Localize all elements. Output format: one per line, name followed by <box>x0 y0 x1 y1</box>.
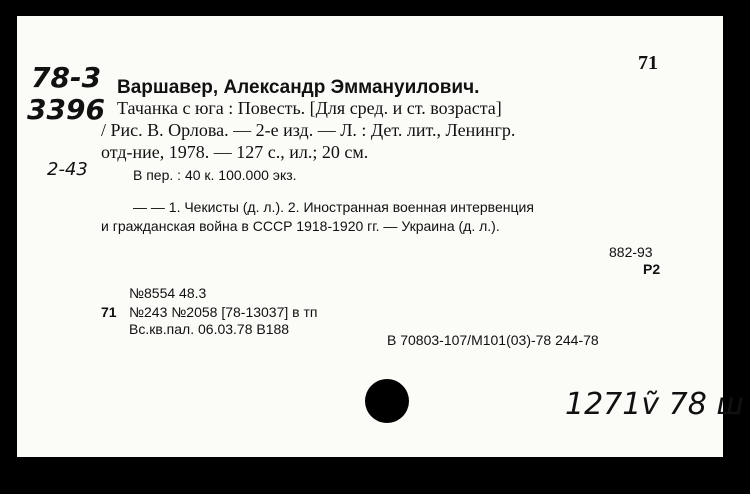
title-line-3: отд-ние, 1978. — 127 с., ил.; 20 см. <box>101 142 369 162</box>
registration-line-3: Вс.кв.пал. 06.03.78 В188 <box>129 321 290 337</box>
call-number-line3: 2-43 <box>47 159 88 180</box>
catalog-code: В 70803-107/М101(03)-78 244-78 <box>387 332 599 348</box>
registration-prefix: 71 <box>101 304 117 320</box>
punch-hole <box>365 379 409 423</box>
catalog-card <box>17 16 744 457</box>
subjects-line-1: — — 1. Чекисты (д. л.). 2. Иностранная военная интервенция <box>133 199 534 215</box>
subjects-line-2: и гражданская война в СССР 1918-1920 гг. — Украина (д. л.). <box>101 218 500 234</box>
call-number-line2: 3396 <box>27 93 105 126</box>
handwritten-signature: 1271ṽ 78 ш <box>565 387 744 422</box>
price-line: В пер. : 40 к. 100.000 экз. <box>133 167 297 183</box>
title-line-2: / Рис. В. Орлова. — 2-е изд. — Л. : Дет. лит., Ленингр. <box>101 120 516 140</box>
registration-line-2: №243 №2058 [78-13037] в тп <box>129 304 318 320</box>
title-line-1: Тачанка с юга : Повесть. [Для сред. и ст. возраста] <box>117 98 502 118</box>
author-heading: Варшавер, Александр Эммануилович. <box>117 77 480 98</box>
class-code: Р2 <box>643 261 661 277</box>
call-number-line1: 78-3 <box>31 61 102 94</box>
page-number: 71 <box>638 52 658 74</box>
registration-line-1: №8554 48.3 <box>129 285 207 301</box>
class-number: 882-93 <box>609 244 653 260</box>
